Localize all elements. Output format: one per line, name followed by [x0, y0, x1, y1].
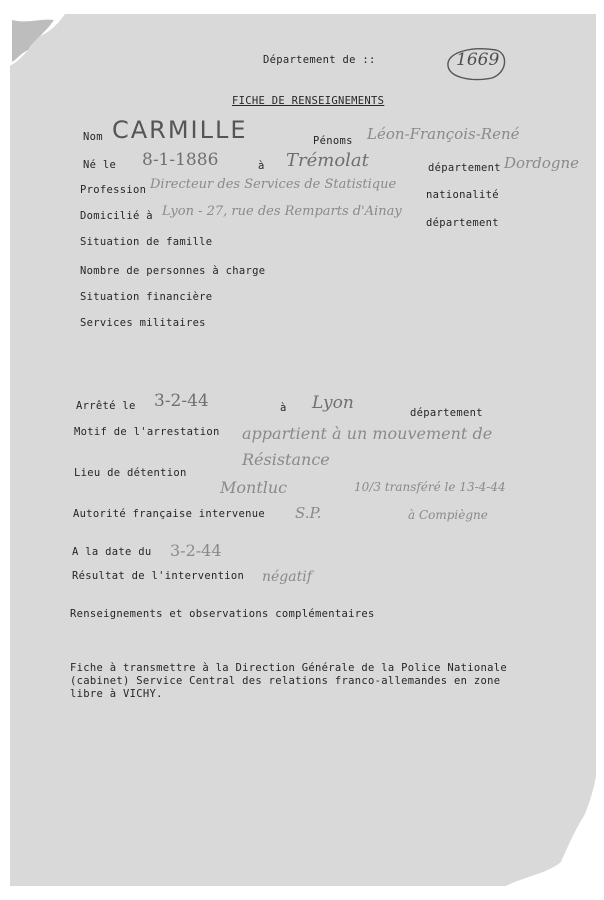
date-label: A la date du: [72, 546, 152, 558]
autorite-label: Autorité française intervenue: [73, 508, 266, 520]
domicile-label: Domicilié à: [80, 210, 153, 222]
footer-line-1: Fiche à transmettre à la Direction Générale de la Police Nationale: [70, 662, 508, 674]
transfer-note-2: à Compiègne: [408, 508, 488, 522]
resultat-value: négatif: [262, 569, 312, 585]
personnes-charge-label: Nombre de personnes à charge: [80, 265, 266, 277]
footer-line-3: libre à VICHY.: [70, 688, 163, 700]
arrete-a-label: à: [280, 402, 287, 414]
domicile-value: Lyon - 27, rue des Remparts d'Ainay: [162, 204, 402, 219]
nom-value: CARMILLE: [112, 116, 248, 144]
situation-financiere-label: Situation financière: [80, 291, 213, 303]
ne-a-label: à: [258, 160, 265, 172]
profession-label: Profession: [80, 184, 147, 196]
document-sheet: [10, 14, 596, 886]
ne-dept-label: département: [428, 162, 501, 174]
situation-famille-label: Situation de famille: [80, 236, 213, 248]
torn-bottom-right: [506, 776, 596, 886]
services-militaires-label: Services militaires: [80, 317, 206, 329]
arrete-label: Arrêté le: [76, 400, 136, 412]
lieu-detention-label: Lieu de détention: [74, 467, 187, 479]
nationalite-label: nationalité: [426, 189, 499, 201]
footer-line-2: (cabinet) Service Central des relations franco-allemandes en zone: [70, 675, 501, 687]
page-title: FICHE DE RENSEIGNEMENTS: [232, 95, 385, 107]
torn-corner: [10, 14, 70, 74]
reference-stamp: [442, 44, 510, 82]
transfer-note: 10/3 transféré le 13-4-44: [354, 480, 506, 494]
arrete-date: 3-2-44: [154, 391, 209, 411]
departement-header-label: Département de ::: [263, 54, 376, 66]
date-value: 3-2-44: [170, 541, 222, 560]
nom-label: Nom: [83, 131, 103, 143]
lieu-detention-value: Montluc: [220, 478, 288, 497]
autorite-value: S.P.: [295, 504, 322, 522]
arrete-lieu: Lyon: [312, 393, 354, 413]
ne-dept-value: Dordogne: [504, 154, 579, 172]
motif-value-line1: appartient à un mouvement de: [242, 424, 493, 443]
resultat-label: Résultat de l'intervention: [72, 570, 245, 582]
prenoms-value: Léon-François-René: [367, 125, 520, 143]
prenoms-label: Pénoms: [313, 135, 353, 147]
motif-value-line2: Résistance: [242, 450, 330, 469]
ref-number: 1669: [456, 50, 500, 70]
ne-label: Né le: [83, 159, 117, 171]
renseignements-label: Renseignements et observations complémentaires: [70, 608, 375, 620]
ne-date: 8-1-1886: [142, 150, 219, 170]
arrete-dept-label: département: [410, 407, 483, 419]
ne-lieu: Trémolat: [286, 150, 369, 171]
motif-label: Motif de l'arrestation: [74, 426, 220, 438]
domicile-dept-label: département: [426, 217, 499, 229]
profession-value: Directeur des Services de Statistique: [150, 177, 397, 192]
